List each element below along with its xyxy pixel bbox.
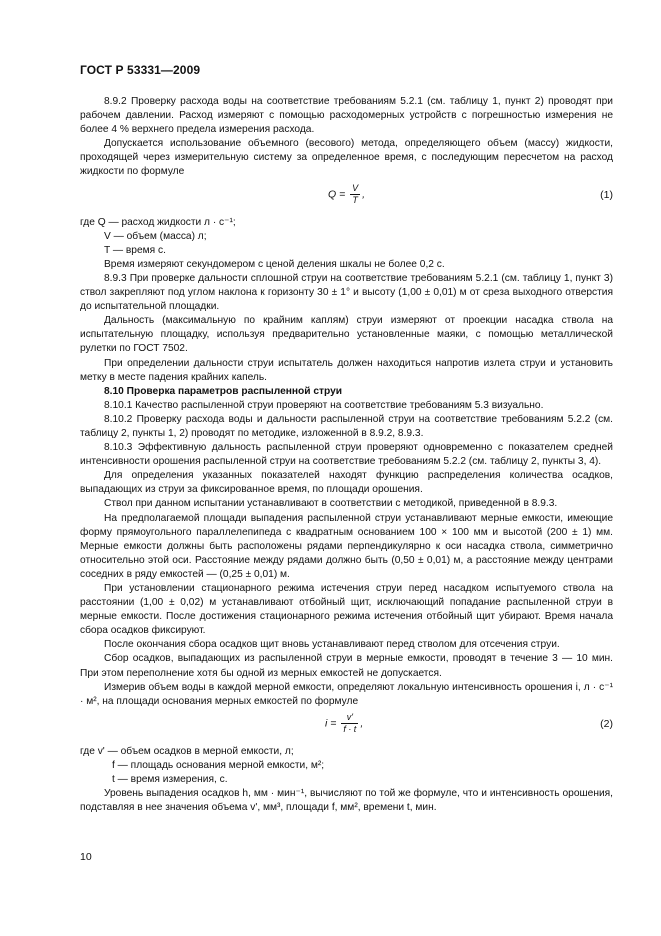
page-number: 10 — [80, 851, 92, 863]
paragraph-distribution-function: Для определения указанных показателей находят функцию распределения количества осадков, выпадающих из струи за фиксированное время, по площади орошения. — [80, 470, 613, 496]
definition-v-prime: где v' — объем осадков в мерной емкости, л; — [80, 745, 294, 757]
formula-2-expression — [325, 712, 363, 735]
paragraph-collection-time: Сбор осадков, выпадающих из распыленной струи в мерные емкости, проводят в течение 3 — 10 мин. При этом переполнение хотя бы одной из мерных емкостей не допускается. — [80, 653, 613, 679]
formula-2-denominator: f · t — [343, 723, 357, 734]
paragraph-range-measure: Дальность (максимальную по крайним каплям) струи измеряют от проекции насадка ствола на испытательную площадку, используя предварительно установленные маяки, с помощью металлической рулетки по ГОСТ 7502. — [80, 315, 613, 355]
section-heading-8-10: 8.10 Проверка параметров распыленной струи — [104, 385, 343, 397]
formula-1-fraction — [350, 183, 360, 206]
document-body — [80, 95, 613, 815]
formula-1-denominator: T — [352, 194, 358, 205]
paragraph-volumetric-method: Допускается использование объемного (весового) метода, определяющего объем (массу) жидкости, проходящей через измерительную систему за определенное время, с последующим пересчетом на расход жидкости по формуле — [80, 138, 613, 178]
paragraph-8-10-2: 8.10.2 Проверку расхода воды и дальности распыленной струи на соответствие требованиям 5.2.2 (см. таблицу 2, пункты 1, 2) проводят по методике, изложенной в 8.9.2, 8.9.3. — [80, 413, 613, 439]
formula-1-number: (1) — [600, 188, 613, 201]
paragraph-precipitation-level: Уровень выпадения осадков h, мм · мин⁻¹, вычисляют по той же формуле, что и интенсивность орошения, подставляя в нее значения объема v', мм³, площади f, мм², времени t, мин. — [80, 788, 613, 814]
paragraph-local-intensity: Измерив объем воды в каждой мерной емкости, определяют локальную интенсивность орошения i, л · с⁻¹ · м², на площади основания мерных емкостей по формуле — [80, 681, 613, 707]
formula-1-lhs: Q = — [328, 187, 346, 200]
paragraph-baffle-shield: При установлении стационарного режима истечения струи перед насадком испытуемого ствола на расстоянии (1,00 ± 0,02) м устанавливают отбойный щит, исключающий попадание распыленной струи в мерные емкости. После достижения стационарного режима истечения отбойный щит убирают. Время начала сбора осадков фиксируют. — [80, 583, 613, 637]
paragraph-tester-position: При определении дальности струи испытатель должен находиться напротив излета струи и установить метку в месте падения крайних капель. — [80, 357, 613, 383]
paragraph-nozzle-setup: Ствол при данном испытании устанавливают в соответствии с методикой, приведенной в 8.9.3. — [104, 498, 558, 510]
formula-1-numerator: V — [352, 182, 359, 193]
definition-q: где Q — расход жидкости л · с⁻¹; — [80, 216, 236, 228]
paragraph-measuring-containers: На предполагаемой площади выпадения распыленной струи устанавливают мерные емкости, имеющие форму прямоугольного параллелепипеда с квадратным основанием 100 × 100 мм и высотой (200 ± 1) мм. Мерные емкости должны быть расположены рядами перпендикулярно к оси насадка ствола, симметрично относительно этой оси. Расстояние между рядами должно быть (0,50 ± 0,01) м, а расстояние между центрами соседних в ряду емкостей — (0,25 ± 0,01) м. — [80, 512, 613, 580]
formula-2-tail: , — [360, 717, 364, 730]
formula-2 — [80, 709, 613, 745]
formula-1-tail: , — [362, 187, 366, 200]
definition-f: f — площадь основания мерной емкости, м²; — [112, 759, 325, 771]
formula-2-numerator: v' — [341, 712, 358, 724]
paragraph-8-10-1: 8.10.1 Качество распыленной струи проверяют на соответствие требованиям 5.3 визуально. — [104, 399, 544, 411]
paragraph-stopwatch: Время измеряют секундомером с ценой деления шкалы не более 0,2 с. — [104, 258, 445, 270]
paragraph-8-10-3: 8.10.3 Эффективную дальность распыленной струи проверяют одновременно с показателем средней интенсивности орошения распыленной струи на соответствие требованиям 5.2.2 (см. таблицу 2, пункты 3, 4). — [80, 442, 613, 468]
formula-1-expression — [328, 183, 365, 206]
formula-2-number: (2) — [600, 717, 613, 730]
definition-t: T — время с. — [104, 244, 166, 256]
definition-v: V — объем (масса) л; — [104, 230, 207, 242]
paragraph-after-collection: После окончания сбора осадков щит вновь устанавливают перед стволом для отсечения струи. — [104, 639, 560, 651]
definition-t-time: t — время измерения, с. — [112, 774, 228, 786]
formula-1 — [80, 180, 613, 216]
paragraph-8-9-3: 8.9.3 При проверке дальности сплошной струи на соответствие требованиям 5.2.1 (см. таблицу 1, пункт 3) ствол закрепляют под углом наклона к горизонту 30 ± 1° и высоту (1,00 ± 0,01) м от среза выходного отверстия до испытательной площадки. — [80, 272, 613, 313]
document-header: ГОСТ Р 53331—2009 — [80, 63, 201, 77]
formula-2-fraction — [341, 712, 358, 735]
formula-2-lhs: i = — [325, 717, 337, 730]
paragraph-8-9-2: 8.9.2 Проверку расхода воды на соответствие требованиям 5.2.1 (см. таблицу 1, пункт 2) проводят при рабочем давлении. Расход измеряют с помощью расходомерных устройств с погрешностью измерения не более 4 % верхнего предела измерения расхода. — [80, 96, 613, 136]
